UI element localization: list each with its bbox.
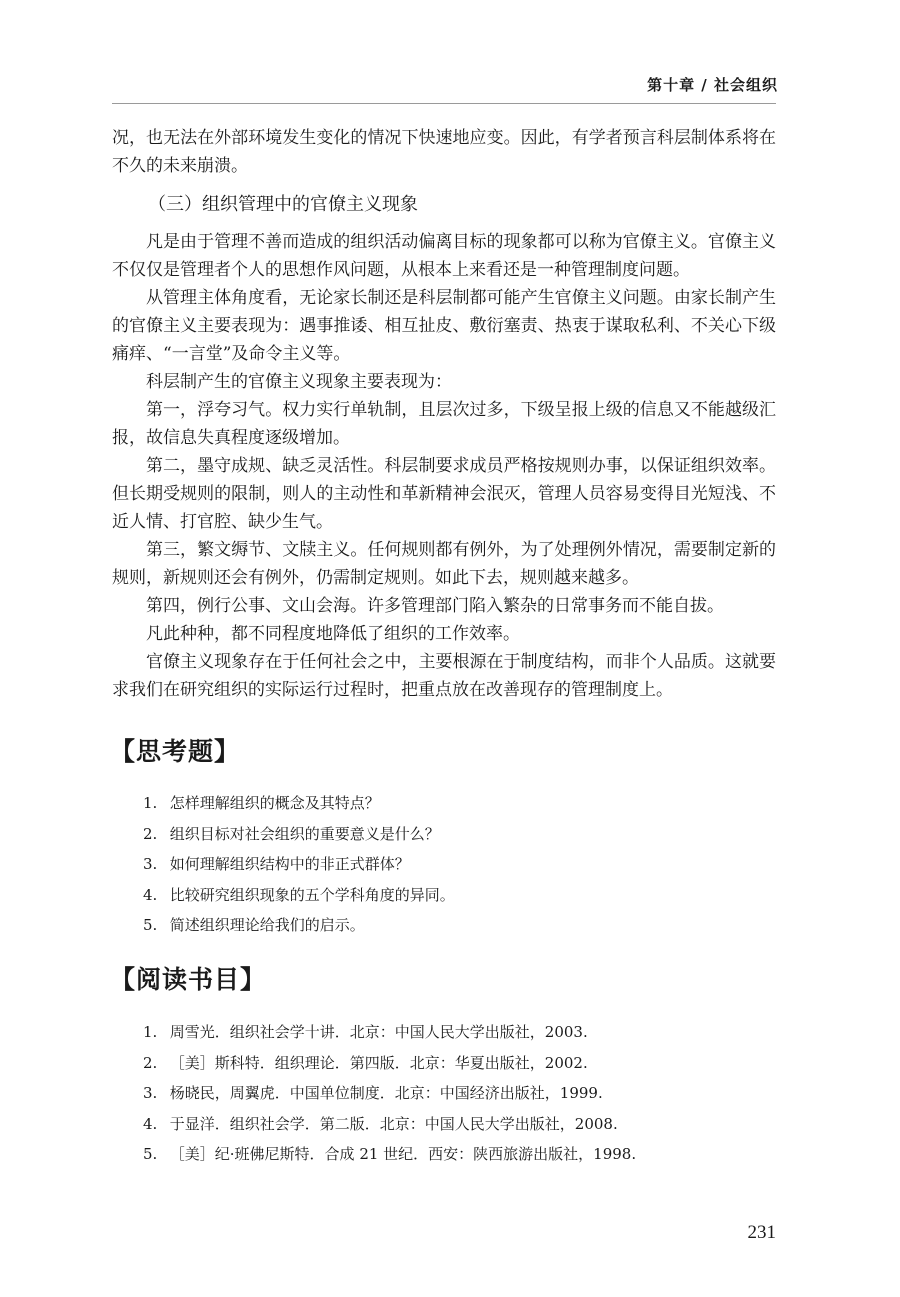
list-item xyxy=(143,849,763,880)
item-number: 1. xyxy=(143,794,158,812)
paragraph: 官僚主义现象存在于任何社会之中，主要根源在于制度结构，而非个人品质。这就要求我们在研究组织的实际运行过程时，把重点放在改善现存的管理制度上。 xyxy=(112,652,776,700)
paragraph: 凡是由于管理不善而造成的组织活动偏离目标的现象都可以称为官僚主义。官僚主义不仅仅是管理者个人的思想作风问题，从根本上来看还是一种管理制度问题。 xyxy=(112,232,776,280)
item-text: 于显洋．组织社会学．第二版．北京：中国人民大学出版社，2008. xyxy=(169,1114,618,1133)
list-item xyxy=(143,880,763,911)
item-text: 怎样理解组织的概念及其特点？ xyxy=(169,794,380,812)
questions-heading: 【思考题】 xyxy=(110,737,241,766)
reading-list-heading: 【阅读书目】 xyxy=(110,965,267,994)
list-item xyxy=(143,1048,763,1079)
running-head: 第十章 / 社会组织 xyxy=(647,76,778,94)
item-text: 周雪光．组织社会学十讲．北京：中国人民大学出版社，2003. xyxy=(169,1023,588,1041)
list-item xyxy=(143,1109,763,1140)
item-text: 如何理解组织结构中的非正式群体？ xyxy=(169,855,410,873)
item-text: ［美］斯科特．组织理论．第四版．北京：华夏出版社，2002. xyxy=(169,1053,588,1072)
paragraph: 第二，墨守成规、缺乏灵活性。科层制要求成员严格按规则办事，以保证组织效率。但长期受规则的限制，则人的主动性和革新精神会泯灭，管理人员容易变得目光短浅、不近人情、打官腔、缺少生气。 xyxy=(112,456,776,532)
list-item xyxy=(143,1078,763,1109)
item-text: 比较研究组织现象的五个学科角度的异同。 xyxy=(169,885,455,904)
list-item xyxy=(143,1139,763,1170)
list-item xyxy=(143,788,763,819)
item-text: 组织目标对社会组织的重要意义是什么？ xyxy=(169,824,440,843)
page-number: 231 xyxy=(747,1222,776,1243)
paragraph: 第四，例行公事、文山会海。许多管理部门陷入繁杂的日常事务而不能自拔。 xyxy=(146,596,724,616)
questions-list xyxy=(143,788,763,941)
section-subheading: （三）组织管理中的官僚主义现象 xyxy=(148,194,418,215)
list-item xyxy=(143,1017,763,1048)
item-number: 3. xyxy=(143,855,158,873)
continuation-paragraph: 况，也无法在外部环境发生变化的情况下快速地应变。因此，有学者预言科层制体系将在不久的未来崩溃。 xyxy=(112,128,776,176)
item-text: ［美］纪·班佛尼斯特．合成 21 世纪．西安：陕西旅游出版社，1998. xyxy=(169,1145,637,1163)
list-item xyxy=(143,910,763,941)
paragraph: 科层制产生的官僚主义现象主要表现为： xyxy=(146,372,452,392)
body-text xyxy=(112,124,776,704)
paragraph: 从管理主体角度看，无论家长制还是科层制都可能产生官僚主义问题。由家长制产生的官僚主义主要表现为：遇事推诿、相互扯皮、敷衍塞责、热衷于谋取私利、不关心下级痛痒、“一言堂”及命令主义等。 xyxy=(112,288,776,364)
item-text: 简述组织理论给我们的启示。 xyxy=(169,916,365,934)
item-number: 2. xyxy=(143,824,158,843)
paragraph: 第三，繁文缛节、文牍主义。任何规则都有例外，为了处理例外情况，需要制定新的规则，新规则还会有例外，仍需制定规则。如此下去，规则越来越多。 xyxy=(112,540,776,588)
item-number: 4. xyxy=(143,885,158,904)
item-number: 1. xyxy=(143,1023,158,1041)
item-number: 3. xyxy=(143,1084,158,1102)
paragraph: 第一，浮夸习气。权力实行单轨制，且层次过多，下级呈报上级的信息又不能越级汇报，故信息失真程度逐级增加。 xyxy=(112,400,776,448)
item-number: 5. xyxy=(143,1145,158,1163)
header-divider xyxy=(112,103,776,104)
item-number: 5. xyxy=(143,916,158,934)
list-item xyxy=(143,819,763,850)
item-text: 杨晓民，周翼虎．中国单位制度．北京：中国经济出版社，1999. xyxy=(169,1084,603,1102)
item-number: 4. xyxy=(143,1114,158,1133)
item-number: 2. xyxy=(143,1053,158,1072)
reading-list xyxy=(143,1017,763,1170)
paragraph: 凡此种种，都不同程度地降低了组织的工作效率。 xyxy=(146,624,520,644)
